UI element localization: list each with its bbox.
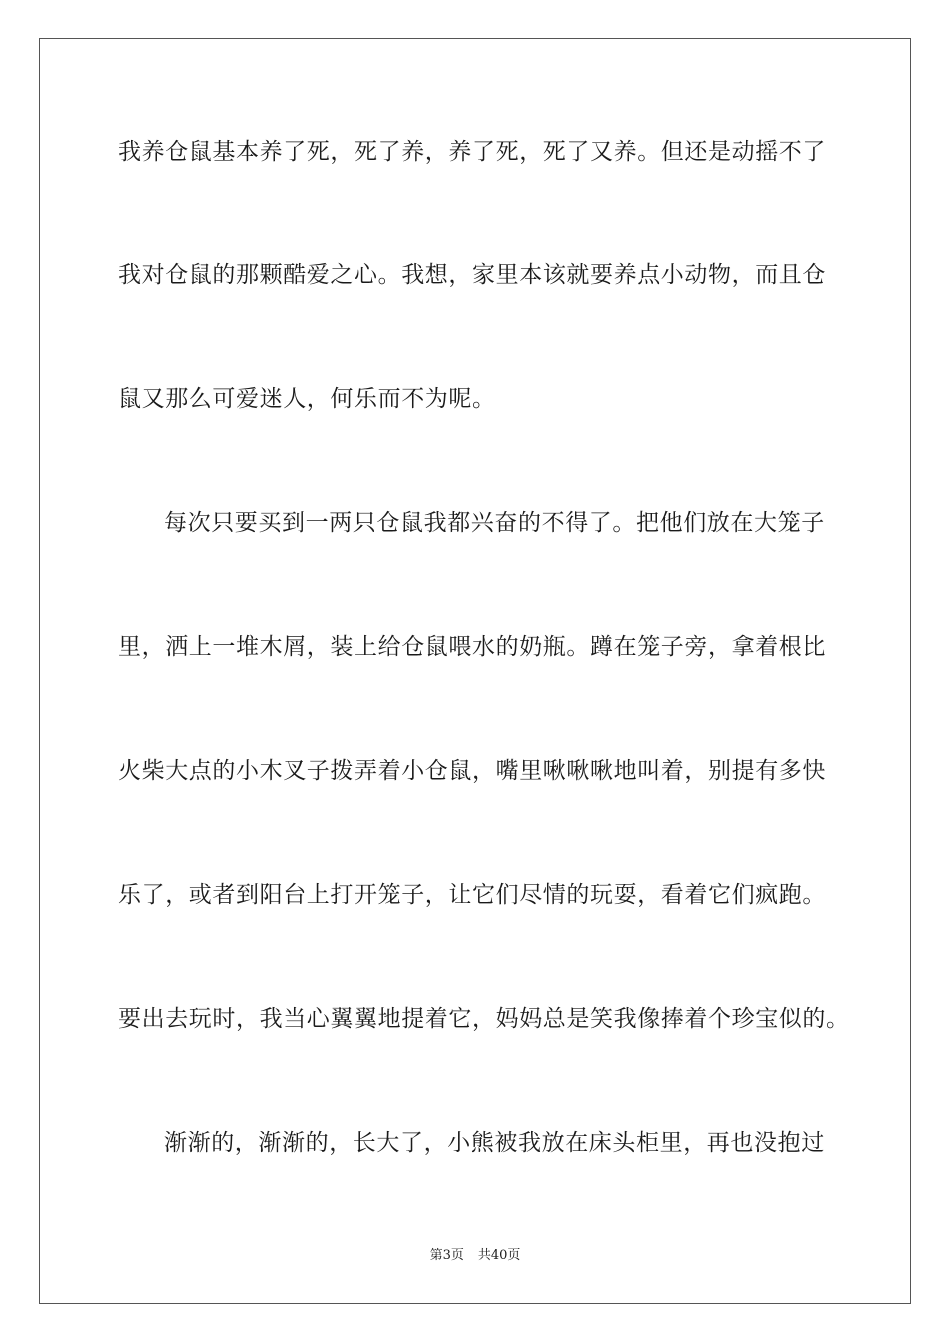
page-footer	[0, 1247, 950, 1265]
body-text-line-7: 乐了，或者到阳台上打开笼子，让它们尽情的玩耍，看着它们疯跑。	[118, 882, 826, 908]
body-text-line-9: 渐渐的，渐渐的，长大了，小熊被我放在床头柜里，再也没抱过	[164, 1130, 825, 1156]
body-text-line-2: 我对仓鼠的那颗酷爱之心。我想，家里本该就要养点小动物，而且仓	[118, 262, 826, 288]
body-text-line-4: 每次只要买到一两只仓鼠我都兴奋的不得了。把他们放在大笼子	[164, 510, 825, 536]
body-text-line-6: 火柴大点的小木叉子拨弄着小仓鼠，嘴里啾啾啾地叫着，别提有多快	[118, 758, 826, 784]
body-text-line-8: 要出去玩时，我当心翼翼地提着它，妈妈总是笑我像捧着个珍宝似的。	[118, 1006, 850, 1032]
body-text-line-5: 里，洒上一堆木屑，装上给仓鼠喂水的奶瓶。蹲在笼子旁，拿着根比	[118, 634, 826, 660]
body-text-line-3: 鼠又那么可爱迷人，何乐而不为呢。	[118, 386, 496, 412]
page-total: 共40页	[477, 1248, 521, 1263]
page-number: 第3页	[429, 1248, 464, 1263]
page-border	[39, 38, 911, 1304]
body-text-line-1: 我养仓鼠基本养了死，死了养，养了死，死了又养。但还是动摇不了	[118, 139, 826, 165]
